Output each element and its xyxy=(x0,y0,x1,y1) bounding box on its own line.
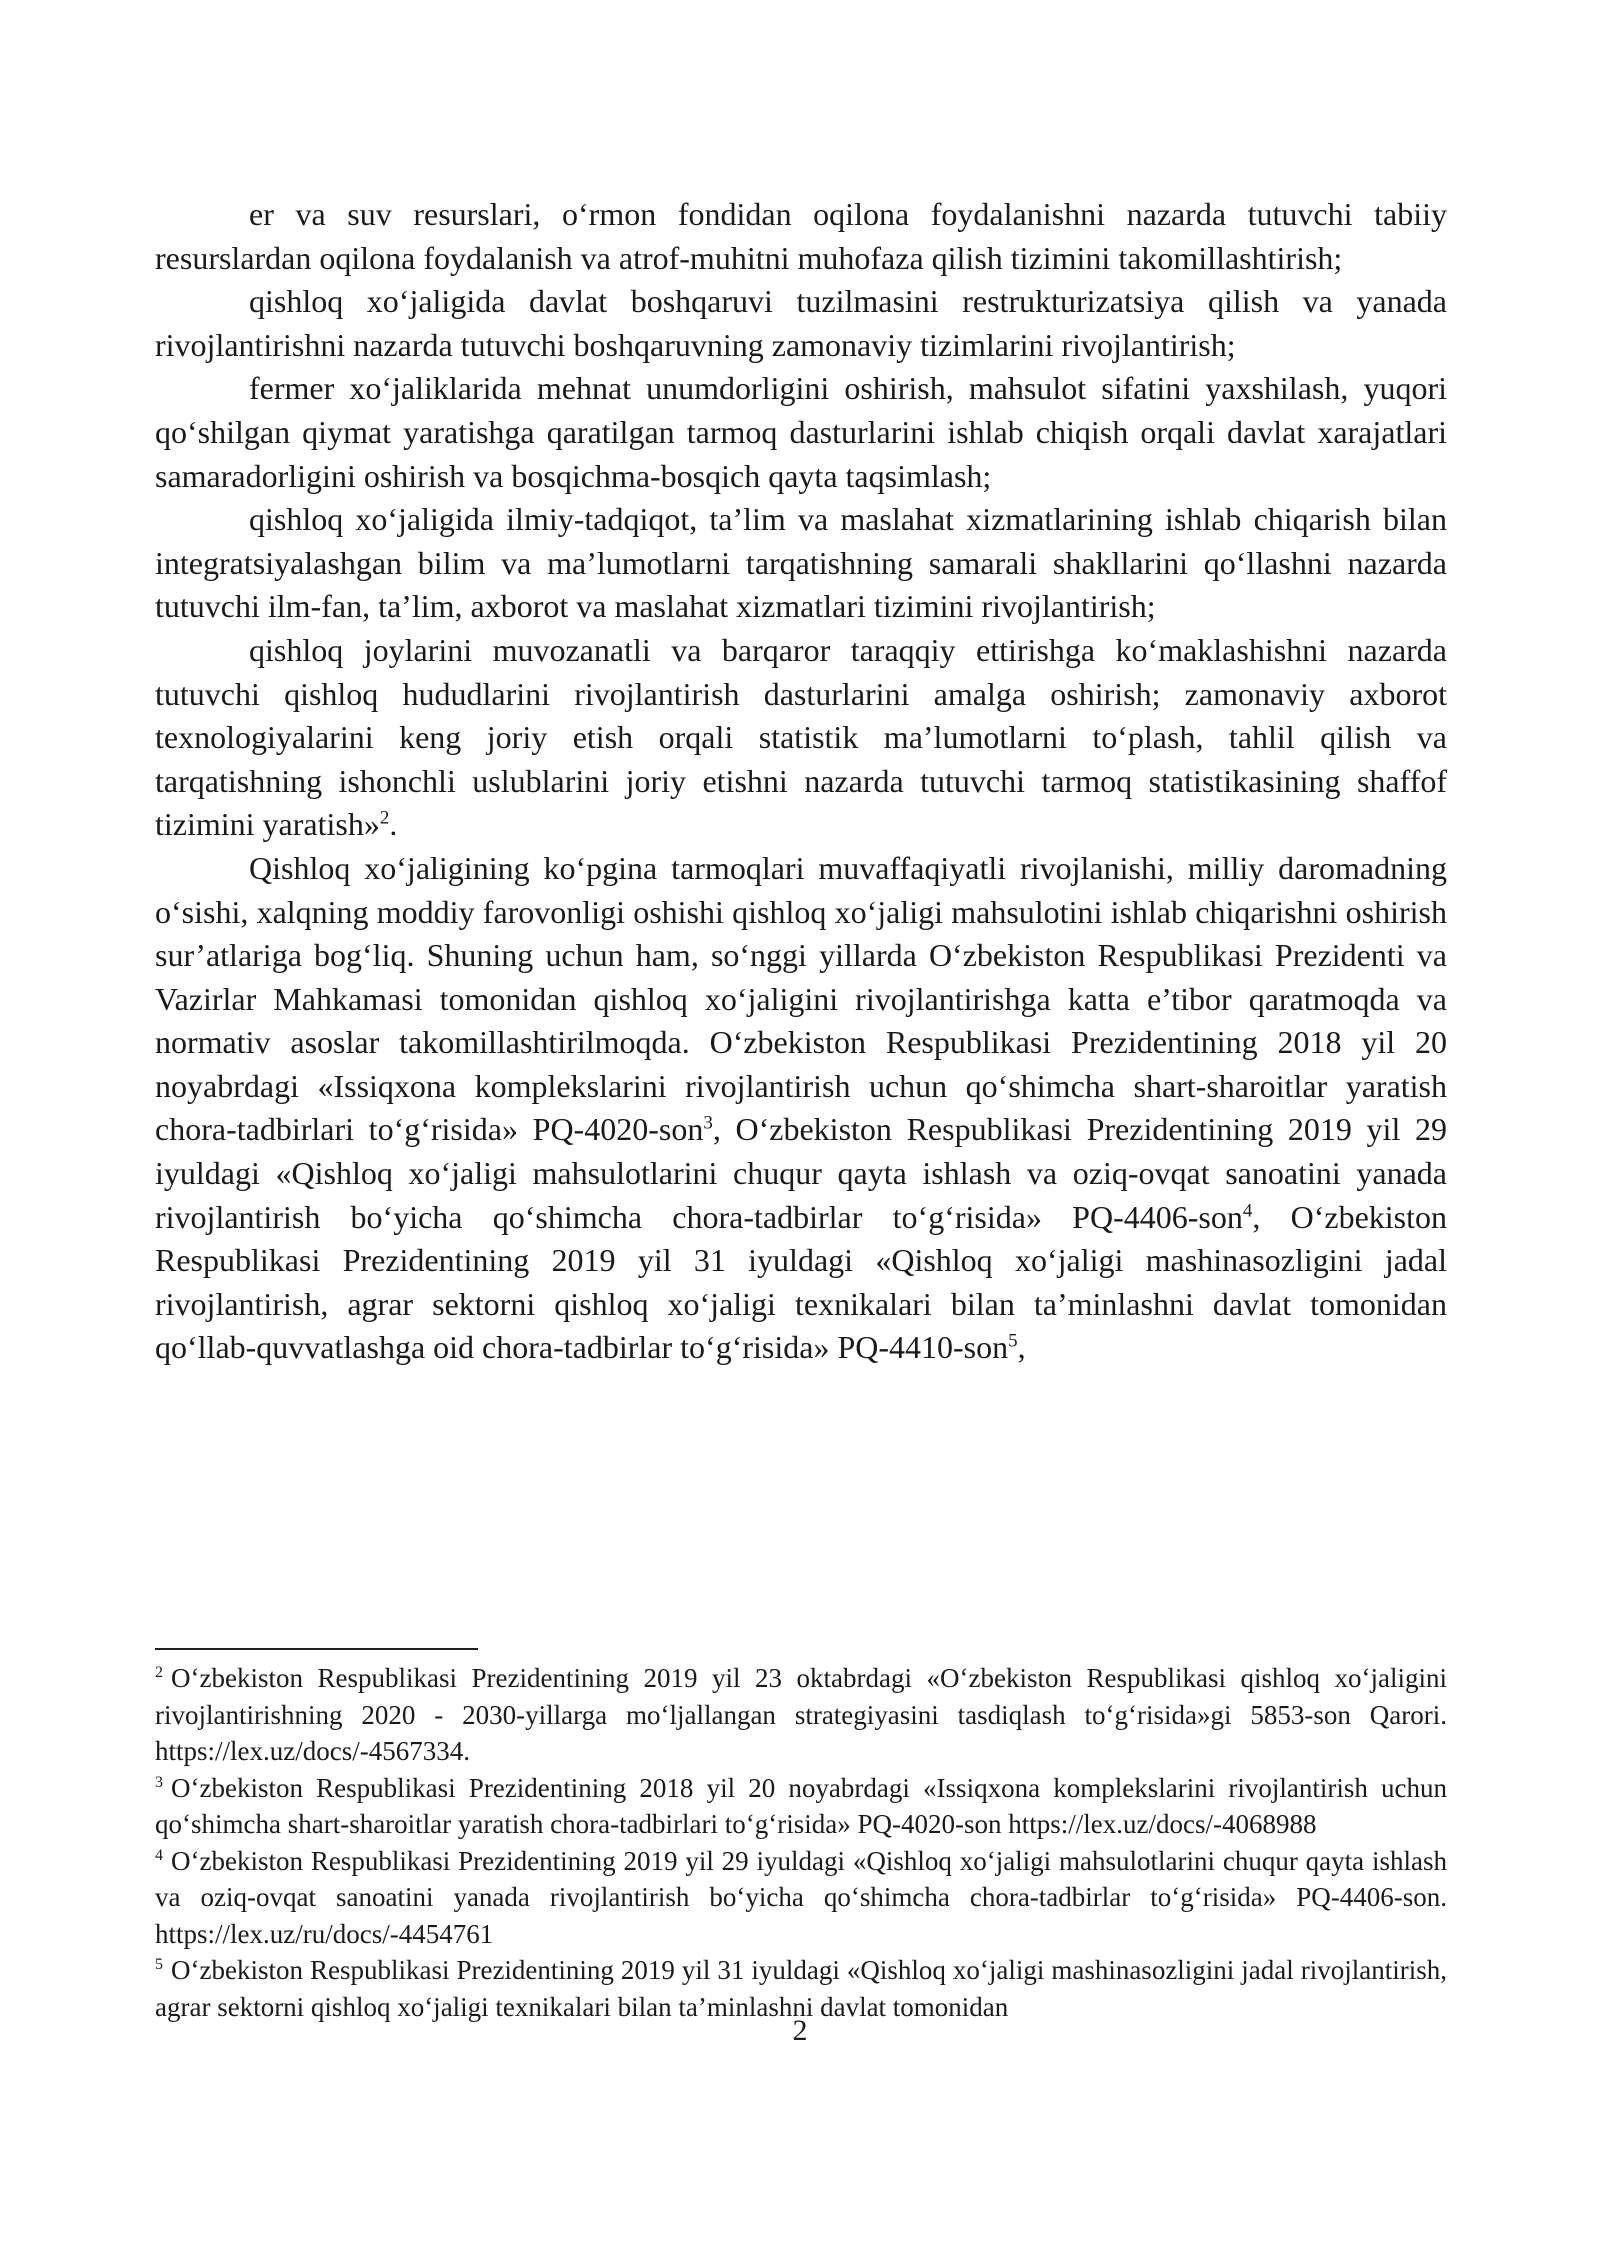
footnote-mark: 5 xyxy=(155,1956,163,1973)
footnote-ref-2[interactable]: 2 xyxy=(379,807,390,829)
footnotes xyxy=(155,1660,1447,2025)
paragraph-agriculture-sectors-part1: Qishloq xo‘jaligining ko‘pgina tarmoqlari muvaffaqiyatli rivojlanishi, milliy daromadning o‘sishi, xalqning moddiy farovonligi oshishi qishloq xo‘jaligi mahsulotini ishlab chiqarishni oshirish sur’atlariga bog‘liq. Shuning uchun ham, so‘nggi yillarda O‘zbekiston Respublikasi Prezidenti va Vazirlar Mahkamasi tomonidan qishloq xo‘jaligini rivojlantirishga katta e’tibor qaratmoqda va normativ asoslar takomillashtirilmoqda. O‘zbekiston Respublikasi Prezidentining 2018 yil 20 noyabrdagi «Issiqxona komplekslarini rivojlantirish uchun qo‘shimcha shart-sharoitlar yaratish chora-tadbirlari to‘g‘risida» PQ-4020-son xyxy=(155,849,1447,1148)
footnote-text: O‘zbekiston Respublikasi Prezidentining 2019 yil 23 oktabrdagi «O‘zbekiston Respublikasi qishloq xo‘jaligini rivojlantirishning 2020 - 2030-yillarga mo‘ljallangan strategiyasini tasdiqlash to‘g‘risida»gi 5853-son Qarori. https://lex.uz/docs/-4567334. xyxy=(155,1663,1447,1766)
paragraph-state-governance: qishloq xo‘jaligida davlat boshqaruvi tuzilmasini restrukturizatsiya qilish va yanada rivojlantirishni nazarda tutuvchi boshqaruvning zamonaviy tizimlarini rivojlantirish; xyxy=(155,283,1447,363)
footnote-text: O‘zbekiston Respublikasi Prezidentining 2019 yil 31 iyuldagi «Qishloq xo‘jaligi mashinasozligini jadal rivojlantirish, agrar sektorni qishloq xo‘jaligi texnikalari bilan ta’minlashni davlat tomonidan xyxy=(155,1955,1447,2022)
footnote-text: O‘zbekiston Respublikasi Prezidentining 2019 yil 29 iyuldagi «Qishloq xo‘jaligi mahsulotlarini chuqur qayta ishlash va oziq-ovqat sanoatini yanada rivojlantirish bo‘yicha qo‘shimcha chora-tadbirlar to‘g‘risida» PQ-4406-son. https://lex.uz/ru/docs/-4454761 xyxy=(155,1845,1447,1949)
paragraph-agriculture-sectors xyxy=(155,847,1447,1370)
paragraph-agriculture-sectors-part2: , O‘zbekiston Respublikasi Prezidentining 2019 yil 29 iyuldagi «Qishloq xo‘jaligi mahsulotlarini chuqur qayta ishlash va oziq-ovqat sanoatini yanada rivojlantirish bo‘yicha qo‘shimcha chora-tadbirlar to‘g‘risida» PQ-4406-son xyxy=(155,1111,1448,1235)
footnote-mark: 2 xyxy=(155,1664,163,1681)
paragraph-farm-productivity: fermer xo‘jaliklarida mehnat unumdorligini oshirish, mahsulot sifatini yaxshilash, yuqori qo‘shilgan qiymat yaratishga qaratilgan tarmoq dasturlarini ishlab chiqish orqali davlat xarajatlari samaradorligini oshirish va bosqichma-bosqich qayta taqsimlash; xyxy=(155,370,1447,494)
paragraph-rural-development-text: qishloq joylarini muvozanatli va barqaror taraqqiy ettirishga ko‘maklashishni nazarda tutuvchi qishloq hududlarini rivojlantirish dasturlarini amalga oshirish; zamonaviy axborot texnologiyalarini keng joriy etish orqali statistik ma’lumotlarni to‘plash, tahlil qilish va tarqatishning ishonchli uslublarini joriy etishni nazarda tutuvchi tarmoq statistikasining shaffof tizimini yaratish» xyxy=(155,631,1447,843)
footnote-3 xyxy=(155,1770,1447,1843)
footnote-ref-5[interactable]: 5 xyxy=(1008,1330,1018,1352)
footnote-ref-3[interactable]: 3 xyxy=(703,1112,713,1134)
paragraph-rural-development xyxy=(155,629,1447,847)
paragraph-research-education: qishloq xo‘jaligida ilmiy-tadqiqot, ta’lim va maslahat xizmatlarining ishlab chiqarish bilan integratsiyalashgan bilim va ma’lumotlarni tarqatishning samarali shakllarini qo‘llashni nazarda tutuvchi ilm-fan, ta’lim, axborot va maslahat xizmatlari tizimini rivojlantirish; xyxy=(155,501,1447,625)
paragraph-agriculture-sectors-tail: , xyxy=(1017,1329,1026,1366)
footnote-4 xyxy=(155,1843,1447,1953)
paragraph-water-resources: er va suv resurslari, o‘rmon fondidan oqilona foydalanishni nazarda tutuvchi tabiiy resurslardan oqilona foydalanish va atrof-muhitni muhofaza qilish tizimini takomillashtirish; xyxy=(155,196,1447,276)
footnote-mark: 4 xyxy=(155,1846,163,1864)
footnote-text: O‘zbekiston Respublikasi Prezidentining 2018 yil 20 noyabrdagi «Issiqxona komplekslarini rivojlantirish uchun qo‘shimcha shart-sharoitlar yaratish chora-tadbirlari to‘g‘risida» PQ-4020-son https://lex.uz/docs/-4068988 xyxy=(155,1772,1447,1839)
footnote-separator xyxy=(155,1648,478,1650)
footnote-mark: 3 xyxy=(155,1773,163,1791)
paragraph-agriculture-sectors-part3: , O‘zbekiston Respublikasi Prezidentining 2019 yil 31 iyuldagi «Qishloq xo‘jaligi mashinasozligini jadal rivojlantirish, agrar sektorni qishloq xo‘jaligi texnikalari bilan ta’minlashni davlat tomonidan qo‘llab-quvvatlashga oid chora-tadbirlar to‘g‘risida» PQ-4410-son xyxy=(155,1198,1448,1366)
body-text xyxy=(155,193,1447,1370)
footnote-ref-4[interactable]: 4 xyxy=(1242,1200,1253,1221)
paragraph-rural-development-tail: . xyxy=(389,806,398,843)
page-number: 2 xyxy=(792,2014,808,2047)
footnote-2 xyxy=(155,1660,1447,1770)
